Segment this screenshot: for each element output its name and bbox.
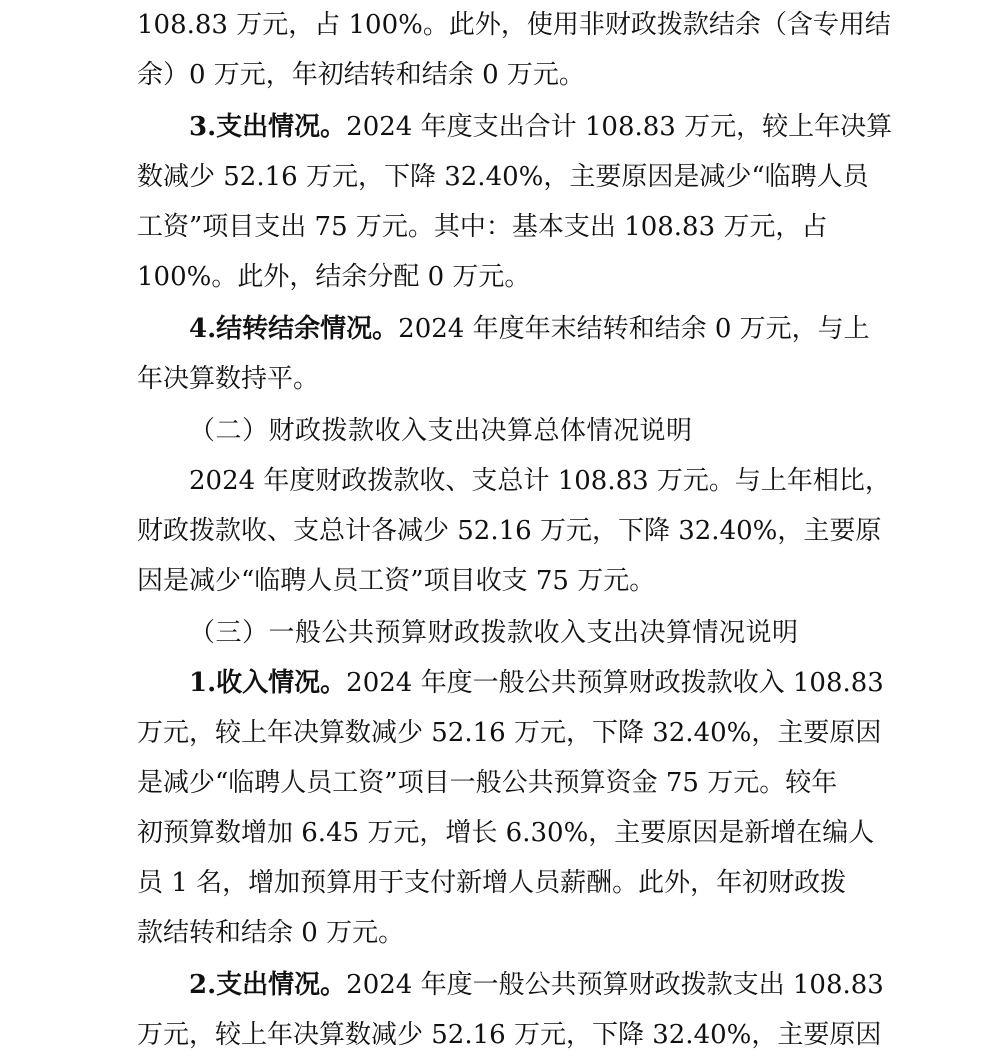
text: 财政拨款收、支总计各减少 52.16 万元，下降 32.40%，主要原 [137,516,882,546]
paragraph-line [0,960,1000,1010]
text: 2024 年度一般公共预算财政拨款支出 108.83 [346,970,884,1000]
heading-text: （二）财政拨款收入支出决算总体情况说明 [189,416,693,446]
text: 款结转和结余 0 万元。 [137,918,405,948]
paragraph-line [0,252,1000,302]
text: 2024 年度一般公共预算财政拨款收入 108.83 [346,668,884,698]
section-heading: 1.收入情况。 [189,668,347,698]
paragraph-line [0,152,1000,202]
paragraph-line [0,658,1000,708]
paragraph-line [0,708,1000,758]
text: 数减少 52.16 万元，下降 32.40%，主要原因是减少“临聘人员 [137,162,869,192]
paragraph-line [0,202,1000,252]
heading-text: （三）一般公共预算财政拨款收入支出决算情况说明 [189,618,799,648]
text: 100%。此外，结余分配 0 万元。 [137,262,531,292]
text: 员 1 名，增加预算用于支付新增人员薪酬。此外，年初财政拨 [137,868,847,898]
text: 108.83 万元，占 100%。此外，使用非财政拨款结余（含专用结 [137,10,891,40]
paragraph-line [0,304,1000,354]
paragraph-line [0,506,1000,556]
section-heading: 3.支出情况。 [189,112,347,142]
text: 2024 年度支出合计 108.83 万元，较上年决算 [346,112,893,142]
paragraph-line [0,556,1000,606]
text: 万元，较上年决算数减少 52.16 万元，下降 32.40%，主要原因 [137,718,882,748]
paragraph-line [0,1010,1000,1060]
section-heading: 4.结转结余情况。 [189,314,399,344]
paragraph-line [0,50,1000,100]
paragraph-line [0,758,1000,808]
paragraph-line [0,102,1000,152]
text: 工资”项目支出 75 万元。其中：基本支出 108.83 万元，占 [137,212,828,242]
text: 万元，较上年决算数减少 52.16 万元，下降 32.40%，主要原因 [137,1020,882,1050]
paragraph-line [0,908,1000,958]
paragraph-line [0,858,1000,908]
section-heading: 2.支出情况。 [189,970,347,1000]
paragraph-line [0,354,1000,404]
subsection-heading [0,608,1000,658]
text: 年决算数持平。 [137,364,320,394]
text: 余）0 万元，年初结转和结余 0 万元。 [137,60,585,90]
text: 2024 年度年末结转和结余 0 万元，与上 [398,314,870,344]
text: 因是减少“临聘人员工资”项目收支 75 万元。 [137,566,656,596]
paragraph-line [0,456,1000,506]
text: 是减少“临聘人员工资”项目一般公共预算资金 75 万元。较年 [137,768,838,798]
text: 初预算数增加 6.45 万元，增长 6.30%，主要原因是新增在编人 [137,818,875,848]
paragraph-line [0,808,1000,858]
subsection-heading [0,406,1000,456]
paragraph-line [0,0,1000,50]
text: 2024 年度财政拨款收、支总计 108.83 万元。与上年相比， [189,466,891,496]
